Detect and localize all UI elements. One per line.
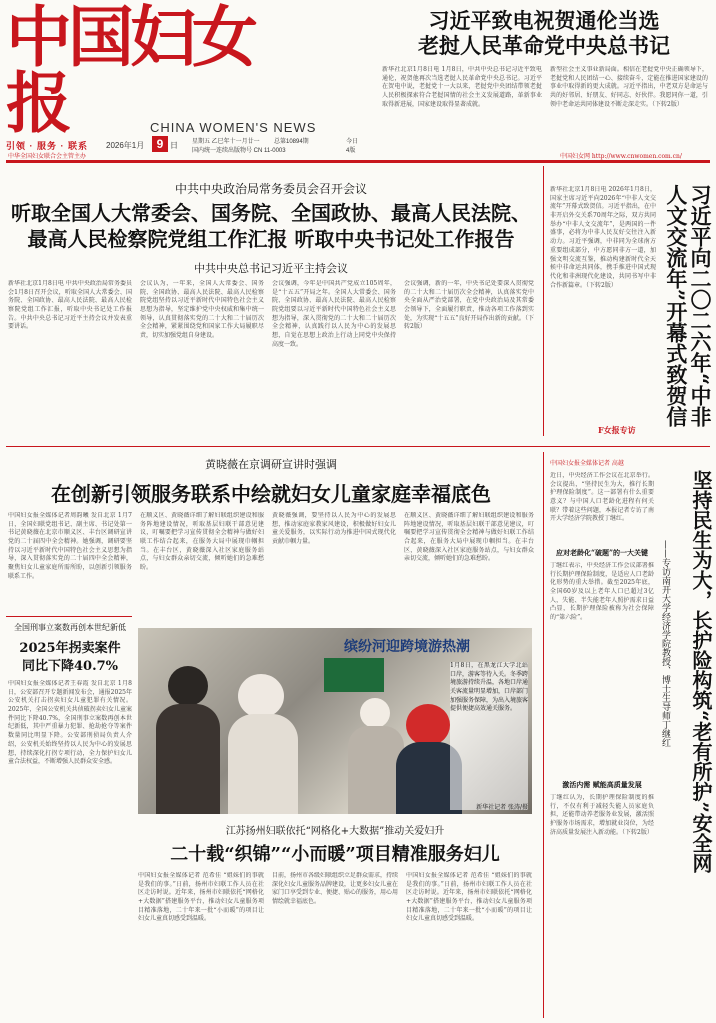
side-story-label: 全国刑事立案数再创本世纪新低	[14, 623, 126, 632]
sidebar-bottom-body-2: 丁继红表示，中央经济工作会议部署推行长期护理保险制度，是适应人口老龄化形势的重大举措。截至2025年底，全国60岁及以上老年人口已超过3亿人，失能、半失能老年人照护需求日益凸显，长期护理保险被称为社会保障的“第六险”。	[550, 562, 654, 622]
sidebar-bottom-body-3: 丁继红认为，长期护理保险制度的推行，不仅有利于减轻失能人员家庭负担，还能带动养老服务业发展，激活照护服务市场需求，增加就业岗位，为经济高质量发展注入新动能。（下转2版）	[550, 794, 654, 836]
meeting-headline-line-2: 最高人民检察院党组工作汇报 听取中央书记处工作报告	[27, 227, 515, 251]
photo-figure-2	[238, 674, 284, 718]
meeting-headline-line-1: 听取全国人大常委会、国务院、全国政协、最高人民法院、	[11, 201, 531, 225]
article-jiangsu-col-2: 目前，扬州市各级妇联组织立足群众需求，持续深化妇女儿童服务品牌建设，让更多妇女儿童在家门口享受到专业、便捷、贴心的服务，用心用情绘就幸福底色。	[272, 872, 398, 906]
meeting-body-col-4: 会议强调，新的一年，中央书记处要深入贯彻党的二十大和二十届历次全会精神，认真落实党中央全面从严治党部署，在党中央政治局及其常委会领导下，全面履行职责，推动各项工作落到实处，为实现“十五五”良好开局作出新的贡献。（下转2版）	[404, 280, 534, 331]
side-story-body: 中国妇女报全媒体记者王春霞 发自北京 1月8日，公安部召开专题新闻发布会，通报2025年公安机关打击拐卖妇女儿童犯罪有关情况。2025年，全国公安机关共侦破拐卖妇女儿童案件同比下降40.7%，全国刑事立案数再创本世纪新低，其中严重暴力犯罪、抢劫抢夺等案件数量同比明显下降。公安部刑侦局负责人介绍，公安机关始终坚持以人民为中心的发展思想，持续深化打拐专项行动，全力保护妇女儿童合法权益，不断增强人民群众安全感。	[8, 680, 132, 766]
lead-body-left: 新华社北京1月8日电 1月8日，中共中央总书记习近平致电通伦，祝贺他再次当选老挝人民革命党中央总书记。习近平在贺电中说，老挝党十一大以来，老挝党中央团结带领老挝人民积极探索符合老挝国情的社会主义发展道路，革新事业取得新进展，国家建设取得显著成就。	[382, 66, 542, 108]
lead-headline-line-1: 习近平致电祝贺通伦当选	[428, 8, 660, 33]
article-main-kicker: 黄晓薇在京调研宣讲时强调	[205, 458, 337, 471]
article-jiangsu-kicker: 江苏扬州妇联依托“网格化+大数据”推动关爱妇升	[225, 826, 445, 837]
masthead-site: 中国妇女网 http://www.cnwomen.com.cn/	[560, 153, 682, 160]
sidebar-top-body: 新华社北京1月8日电 2026年1月8日，国家主席习近平向2026年“中非人文交流年”开幕式致贺信。习近平指出，在中非开启外交关系70周年之际，双方共同举办“中非人文交流年”，是两国的一件盛事，必将为中非人民友好交往注入新动力。习近平强调，中非同为全球南方重要组成部分，中方愿同非方一道，加强文明交流互鉴，推动构建新时代全天候中非命运共同体，携手推进中国式现代化和非洲现代化建设，共同书写中非合作新篇章。（下转2版）	[550, 186, 656, 289]
sidebar-bottom-question-2: 激活内需 赋能高质量发展	[562, 780, 642, 789]
photo-figure-1	[168, 666, 208, 706]
photo-figure-3	[360, 698, 390, 728]
issue-line: 总第10894期	[274, 139, 309, 145]
article-main-col-4: 在顺义区、黄晓薇详细了解妇联组织建设和服务阵地建设情况，听取基层妇联干部意见建议，叮嘱要把学习宣传贯彻全会精神与做好妇联工作结合起来，在服务大局中展现巾帼担当。在丰台区，黄晓薇深入社区家庭服务站点，与妇女群众亲切交流，倾听她们的急难愁盼。	[404, 512, 534, 563]
photo-figure-2-body	[228, 714, 298, 814]
date-day: 9	[152, 136, 168, 152]
lead-headline	[376, 8, 712, 58]
photo-caption: 1月8日，在黑龙江大学北站口岸，游客等待入关。冬季跨境旅游持续升温，各地口岸通关客流量明显增加，口岸部门加强服务保障，为出入境旅客提供便捷高效通关服务。	[450, 662, 528, 810]
meeting-body	[8, 280, 534, 430]
article-main-body	[8, 512, 534, 610]
page-count: 4版	[346, 148, 356, 154]
masthead-slogan: 引领 · 服务 · 联系	[6, 141, 88, 151]
cn-line: 国内统一连续出版物号 CN 11-0003	[192, 148, 286, 154]
sidebar-bottom-divider	[543, 452, 544, 1018]
meeting-headline	[8, 200, 534, 252]
sidebar-bottom-body-1: 近日，中央经济工作会议在北京举行。会议提出，“坚持民生为大，推行长期护理保险制度”。这一部署有什么重要意义？与中国人口老龄化进程有何关联？带着这些问题，本报记者专访了南开大学经济学院教授丁继红。	[550, 472, 654, 523]
article-jiangsu-body	[138, 872, 532, 1018]
sidebar-bottom-headline: 坚持民生为大，长护险构筑“老有所护”安全网	[689, 470, 713, 874]
masthead-logo: 中国妇女报	[6, 0, 254, 142]
meeting-body-col-2: 会议认为，一年来，全国人大常委会、国务院、全国政协、最高人民法院、最高人民检察院党组坚持以习近平新时代中国特色社会主义思想为指导，坚定维护党中央权威和集中统一领导，认真贯彻落实党的二十大和二十届历次全会精神，紧紧围绕党和国家工作大局履职尽责，切实加强党组自身建设。	[140, 280, 264, 340]
section-divider-1	[6, 446, 710, 447]
article-main-headline: 在创新引领服务联系中绘就妇女儿童家庭幸福底色	[51, 482, 491, 506]
article-jiangsu-headline: 二十载“织锦”“小而暖”项目精准服务妇儿	[170, 844, 500, 865]
side-story-headline-line-1: 2025年拐卖案件	[19, 641, 121, 656]
photo-sign	[324, 658, 384, 692]
masthead-english-name: CHINA WOMEN'S NEWS	[150, 120, 317, 135]
photo-title: 缤纷河迎跨境游热潮	[344, 639, 470, 655]
article-main-col-1: 中国妇女报全媒体记者周韵曦 发自北京 1月7日，全国妇联党组书记、副主席、书记处第一书记黄晓薇在北京市顺义区、丰台区调研宣讲党的二十届四中全会精神。她强调，调研要坚持以习近平新时代中国特色社会主义思想为指导，深入贯彻落实党的二十届四中全会精神，聚焦妇女儿童家庭所需所盼，以创新引领服务联系工作。	[8, 512, 132, 580]
issue-today: 今日	[346, 139, 359, 145]
side-story-headline-line-2: 同比下降40.7%	[21, 658, 118, 674]
sidebar-top-headline: 习近平向二〇二六年“中非人文交流年”开幕式致贺信	[663, 184, 713, 428]
lead-headline-line-2: 老挝人民革命党中央总书记	[418, 33, 670, 59]
side-story-headline	[8, 640, 132, 675]
sidebar-bottom-label: 中国妇女报全媒体记者 高越	[550, 460, 624, 467]
news-photo	[138, 628, 532, 814]
meeting-subhead: 中共中央总书记习近平主持会议	[194, 262, 348, 275]
article-jiangsu-col-1: 中国妇女报全媒体记者 范希佳 “姐妹们的事就是我们的事。”日前，扬州市妇联工作人员在社区走访时说。近年来，扬州市妇联依托“网格化+大数据”搭建服务平台，推动妇女儿童服务项目精准落地，二十年来一批“小而暖”的项目让妇女儿童真切感受到温暖。	[138, 872, 264, 923]
meeting-body-col-1: 新华社北京1月8日电 中共中央政治局常务委员会1月8日召开会议，听取全国人大常委会、国务院、全国政协、最高人民法院、最高人民检察院党组工作汇报，听取中央书记处工作报告。中共中央总书记习近平主持会议并发表重要讲话。	[8, 280, 132, 331]
meeting-kicker: 中共中央政治局常务委员会召开会议	[174, 182, 367, 196]
photo-figure-4	[406, 704, 450, 746]
article-jiangsu-col-3: 中国妇女报全媒体记者 范希佳 “姐妹们的事就是我们的事。”日前，扬州市妇联工作人员在社区走访时说。近年来，扬州市妇联依托“网格化+大数据”搭建服务平台，推动妇女儿童服务项目精准落地，二十年来一批“小而暖”的项目让妇女儿童真切感受到温暖。	[406, 872, 532, 923]
masthead-subline: 中华全国妇女联合会主管主办	[8, 153, 87, 160]
sidebar-top-divider	[543, 166, 544, 436]
side-story-rule	[6, 616, 132, 617]
photo-figure-1-body	[156, 704, 220, 814]
masthead-rule	[6, 160, 710, 163]
weekday-line: 星期五 乙巳年十一月廿一	[192, 139, 260, 145]
sidebar-bottom-question-1: 应对老龄化“破题”的一大关键	[555, 548, 649, 557]
photo-credit: 新华社记者 张涛/摄	[476, 804, 528, 811]
meeting-body-col-3: 会议强调，今年是中国共产党成立105周年，是“十五五”开局之年。全国人大常委会、国务院、全国政协、最高人民法院、最高人民检察院党组要以习近平新时代中国特色社会主义思想为指导，深入贯彻党的二十大和二十届历次全会精神，认真践行以人民为中心的发展思想，自觉在思想上政治上行动上同党中央保持高度一致。	[272, 280, 396, 348]
date-suffix: 日	[170, 141, 178, 150]
article-main-col-2: 在顺义区、黄晓薇详细了解妇联组织建设和服务阵地建设情况，听取基层妇联干部意见建议，叮嘱要把学习宣传贯彻全会精神与做好妇联工作结合起来，在服务大局中展现巾帼担当。在丰台区，黄晓薇深入社区家庭服务站点，与妇女群众亲切交流，倾听她们的急难愁盼。	[140, 512, 264, 572]
article-main-col-3: 黄晓薇强调，要坚持以人民为中心的发展思想，推动家庭家教家风建设，积极做好妇女儿童关爱服务，以实际行动为推进中国式现代化贡献巾帼力量。	[272, 512, 396, 546]
date-prefix: 2026年1月	[106, 141, 145, 150]
column-tag: F女报专访	[598, 425, 636, 435]
lead-body-right: 新型社会主义事业新局面。相信在老挝党中央正确领导下，老挝党和人民团结一心、接续奋斗，定能在推进国家建设的事业中取得新的更大成就。习近平指出，中老双方是命运与共的好邻居、好朋友、好同志、好伙伴。我愿同你一道，引领中老命运共同体建设不断走深走实。（下转2版）	[550, 66, 708, 108]
sidebar-bottom-subhead: ——专访南开大学经济学院教授、博士生导师丁继红	[660, 540, 670, 747]
